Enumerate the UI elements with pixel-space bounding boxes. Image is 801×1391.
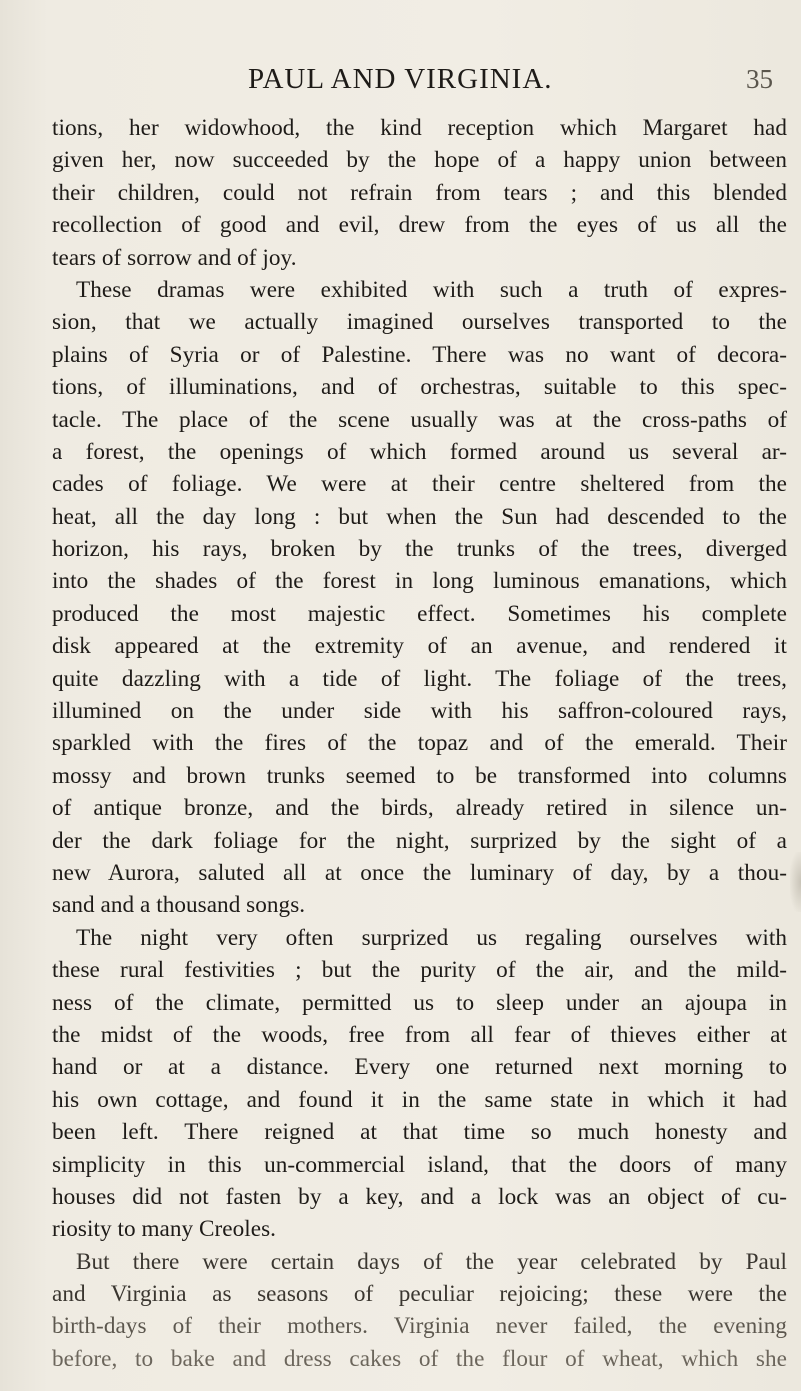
text-line: houses did not fasten by a key, and a lock was an object of cu- xyxy=(52,1183,787,1210)
text-line: sion, that we actually imagined ourselves transported to the xyxy=(52,309,787,336)
text-line: ness of the climate, permitted us to sleep under an ajoupa in xyxy=(52,989,787,1016)
text-line: recollection of good and evil, drew from the eyes of us all the xyxy=(52,212,787,239)
text-line: heat, all the day long : but when the Sun had descended to the xyxy=(52,503,787,530)
text-line: their children, could not refrain from tears ; and this blended xyxy=(52,179,787,206)
text-line: these rural festivities ; but the purity of the air, and the mild- xyxy=(52,957,787,984)
text-line: horizon, his rays, broken by the trunks of the trees, diverged xyxy=(52,536,787,563)
text-line: riosity to many Creoles. xyxy=(52,1216,277,1243)
text-line: illumined on the under side with his saffron-coloured rays, xyxy=(52,698,787,725)
text-line: produced the most majestic effect. Sometimes his complete xyxy=(52,600,787,627)
text-line: tears of sorrow and of joy. xyxy=(52,244,297,271)
text-line: been left. There reigned at that time so much honesty and xyxy=(52,1119,787,1146)
text-line: mossy and brown trunks seemed to be transformed into columns xyxy=(52,762,787,789)
paragraph-start-line: These dramas were exhibited with such a truth of expres- xyxy=(76,276,787,303)
paragraph-start-line: The night very often surprized us regaling ourselves with xyxy=(76,924,787,951)
text-line: into the shades of the forest in long luminous emanations, which xyxy=(52,568,787,595)
text-line: and Virginia as seasons of peculiar rejoicing; these were the xyxy=(52,1281,787,1308)
paragraph-start-line: But there were certain days of the year celebrated by Paul xyxy=(76,1248,787,1275)
text-line: sand and a thousand songs. xyxy=(52,892,306,919)
running-head: PAUL AND VIRGINIA. xyxy=(248,63,553,95)
text-line: birth-days of their mothers. Virginia never failed, the evening xyxy=(52,1313,787,1340)
text-line: plains of Syria or of Palestine. There was no want of decora- xyxy=(52,341,787,368)
text-line: tions, her widowhood, the kind reception which Margaret had xyxy=(52,115,787,141)
text-line: simplicity in this un-commercial island, that the doors of many xyxy=(52,1151,787,1178)
text-line: hand or at a distance. Every one returned next morning to xyxy=(52,1054,787,1081)
text-line: sparkled with the fires of the topaz and of the emerald. Their xyxy=(52,730,787,757)
text-line: der the dark foliage for the night, surprized by the sight of a xyxy=(52,827,787,854)
text-line: a forest, the openings of which formed around us several ar- xyxy=(52,438,787,465)
text-line: tacle. The place of the scene usually was at the cross-paths of xyxy=(52,406,787,433)
text-line: quite dazzling with a tide of light. The foliage of the trees, xyxy=(52,665,787,692)
body-text xyxy=(52,112,792,1375)
text-line: before, to bake and dress cakes of the flour of wheat, which she xyxy=(52,1345,787,1372)
text-line: of antique bronze, and the birds, already retired in silence un- xyxy=(52,795,787,822)
text-line: new Aurora, saluted all at once the luminary of day, by a thou- xyxy=(52,859,787,886)
text-line: cades of foliage. We were at their centre sheltered from the xyxy=(52,471,787,498)
text-line: given her, now succeeded by the hope of a happy union between xyxy=(52,147,787,174)
page-edge-stain xyxy=(790,852,801,912)
text-line: the midst of the woods, free from all fear of thieves either at xyxy=(52,1021,787,1048)
text-line: his own cottage, and found it in the same state in which it had xyxy=(52,1086,787,1113)
page-header xyxy=(0,62,801,96)
text-line: disk appeared at the extremity of an avenue, and rendered it xyxy=(52,633,787,660)
text-line: tions, of illuminations, and of orchestras, suitable to this spec- xyxy=(52,374,787,401)
page-number: 35 xyxy=(746,64,773,94)
